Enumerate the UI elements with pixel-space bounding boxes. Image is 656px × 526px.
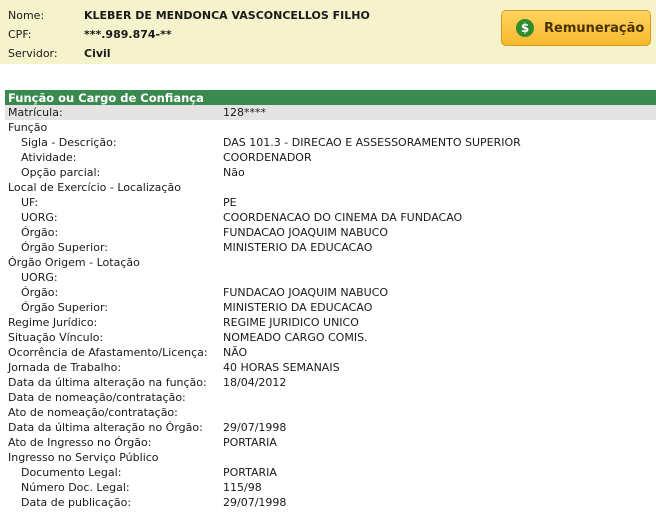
row-label: Ato de nomeação/contratação: — [8, 406, 178, 419]
row-value: 115/98 — [223, 481, 262, 494]
section-title: Função ou Cargo de Confiança — [5, 89, 656, 105]
details-table — [5, 105, 656, 510]
row-value: FUNDACAO JOAQUIM NABUCO — [223, 226, 389, 239]
row-label: Órgão: — [21, 226, 59, 239]
row-value: PORTARIA — [223, 466, 277, 479]
table-row — [5, 390, 656, 405]
row-label: Ingresso no Serviço Público — [8, 451, 159, 464]
row-label: Local de Exercício - Localização — [8, 181, 181, 194]
table-row — [5, 450, 656, 465]
table-row — [5, 195, 656, 210]
row-label: Regime Jurídico: — [8, 316, 98, 329]
table-row — [5, 495, 656, 510]
table-row — [5, 435, 656, 450]
row-label: Data da última alteração na função: — [8, 376, 207, 389]
servidor-header — [0, 0, 656, 64]
table-row — [5, 405, 656, 420]
row-label: UORG: — [21, 271, 58, 284]
row-label: Situação Vínculo: — [8, 331, 104, 344]
table-row — [5, 165, 656, 180]
table-row — [5, 135, 656, 150]
row-label: UF: — [21, 196, 39, 209]
row-value: MINISTERIO DA EDUCACAO — [223, 241, 373, 254]
table-row — [5, 330, 656, 345]
row-label: Órgão Superior: — [21, 301, 108, 314]
row-label: Jornada de Trabalho: — [8, 361, 122, 374]
row-value: 128**** — [223, 106, 266, 119]
row-value: COORDENADOR — [223, 151, 312, 164]
table-row — [5, 375, 656, 390]
table-row — [5, 465, 656, 480]
row-label: Matrícula: — [8, 106, 63, 119]
table-row — [5, 345, 656, 360]
dollar-coin-icon: $ — [516, 19, 534, 37]
row-value: 40 HORAS SEMANAIS — [223, 361, 340, 374]
row-label: Documento Legal: — [21, 466, 122, 479]
row-value: DAS 101.3 - DIRECAO E ASSESSORAMENTO SUPERIOR — [223, 136, 521, 149]
servidor-value: Civil — [84, 47, 111, 60]
table-row — [5, 480, 656, 495]
row-label: Data da última alteração no Órgão: — [8, 421, 203, 434]
row-label: Atividade: — [21, 151, 77, 164]
row-label: UORG: — [21, 211, 58, 224]
row-label: Ocorrência de Afastamento/Licença: — [8, 346, 208, 359]
row-value: 29/07/1998 — [223, 421, 287, 434]
row-label: Órgão Superior: — [21, 241, 108, 254]
row-value: NOMEADO CARGO COMIS. — [223, 331, 368, 344]
cpf-value: ***.989.874-** — [84, 28, 172, 41]
servidor-label: Servidor: — [8, 47, 58, 60]
table-row — [5, 420, 656, 435]
nome-label: Nome: — [8, 9, 45, 22]
table-row — [5, 105, 656, 120]
row-value: REGIME JURIDICO UNICO — [223, 316, 359, 329]
table-row — [5, 240, 656, 255]
row-value: 18/04/2012 — [223, 376, 287, 389]
remuneracao-button-label: Remuneração — [544, 20, 645, 36]
row-value: MINISTERIO DA EDUCACAO — [223, 301, 373, 314]
table-row — [5, 150, 656, 165]
row-value: PORTARIA — [223, 436, 277, 449]
row-label: Ato de Ingresso no Órgão: — [8, 436, 152, 449]
row-value: PE — [223, 196, 237, 209]
table-row — [5, 300, 656, 315]
remuneracao-button[interactable] — [501, 10, 651, 46]
row-label: Órgão Origem - Lotação — [8, 256, 140, 269]
table-row — [5, 315, 656, 330]
row-value: NÃO — [223, 346, 248, 359]
row-label: Sigla - Descrição: — [21, 136, 117, 149]
row-value: FUNDACAO JOAQUIM NABUCO — [223, 286, 389, 299]
row-label: Órgão: — [21, 286, 59, 299]
table-row — [5, 120, 656, 135]
row-value: 29/07/1998 — [223, 496, 287, 509]
table-row — [5, 225, 656, 240]
row-label: Opção parcial: — [21, 166, 101, 179]
row-label: Data de nomeação/contratação: — [8, 391, 186, 404]
table-row — [5, 210, 656, 225]
cpf-label: CPF: — [8, 28, 32, 41]
table-row — [5, 270, 656, 285]
row-value: Não — [223, 166, 245, 179]
row-label: Número Doc. Legal: — [21, 481, 130, 494]
row-label: Data de publicação: — [21, 496, 132, 509]
nome-value: KLEBER DE MENDONCA VASCONCELLOS FILHO — [84, 9, 370, 22]
table-row — [5, 285, 656, 300]
table-row — [5, 180, 656, 195]
row-label: Função — [8, 121, 48, 134]
table-row — [5, 255, 656, 270]
table-row — [5, 360, 656, 375]
row-value: COORDENACAO DO CINEMA DA FUNDACAO — [223, 211, 463, 224]
